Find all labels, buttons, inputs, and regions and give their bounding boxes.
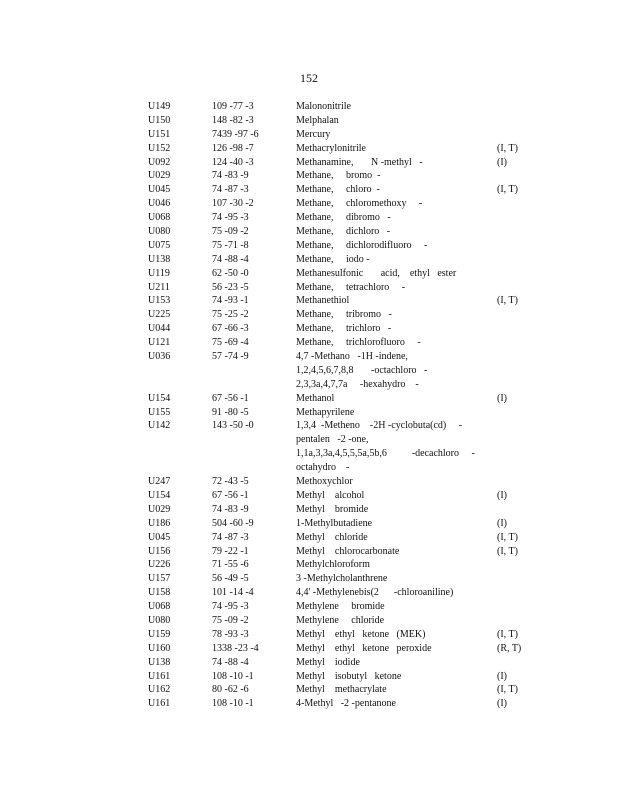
waste-code-table bbox=[0, 100, 618, 711]
chemical-name: Methylene chloride bbox=[296, 614, 385, 626]
table-row bbox=[0, 461, 618, 475]
waste-code: U158 bbox=[148, 587, 171, 599]
chemical-name: Methylene bromide bbox=[296, 601, 385, 613]
cas-number: 74 -83 -9 bbox=[212, 503, 249, 515]
waste-code: U080 bbox=[148, 614, 171, 626]
cas-number: 57 -74 -9 bbox=[212, 351, 249, 363]
chemical-name: Methyl chlorocarbonate bbox=[296, 545, 400, 557]
table-row bbox=[0, 531, 618, 545]
table-row bbox=[0, 628, 618, 642]
cas-number: 91 -80 -5 bbox=[212, 406, 249, 418]
chemical-name: Methoxychlor bbox=[296, 476, 353, 488]
table-row bbox=[0, 211, 618, 225]
hazard-code: (I) bbox=[497, 156, 507, 168]
cas-number: 75 -69 -4 bbox=[212, 337, 249, 349]
waste-code: U226 bbox=[148, 559, 171, 571]
cas-number: 75 -71 -8 bbox=[212, 239, 249, 251]
waste-code: U075 bbox=[148, 239, 171, 251]
cas-number: 75 -25 -2 bbox=[212, 309, 249, 321]
chemical-name: octahydro - bbox=[296, 462, 350, 474]
table-row bbox=[0, 656, 618, 670]
waste-code: U029 bbox=[148, 170, 171, 182]
table-row bbox=[0, 447, 618, 461]
table-row bbox=[0, 225, 618, 239]
cas-number: 80 -62 -6 bbox=[212, 684, 249, 696]
table-row bbox=[0, 100, 618, 114]
waste-code: U045 bbox=[148, 184, 171, 196]
waste-code: U152 bbox=[148, 142, 171, 154]
table-row bbox=[0, 308, 618, 322]
chemical-name: Methane, dibromo - bbox=[296, 212, 391, 224]
chemical-name: Malononitrile bbox=[296, 101, 351, 112]
cas-number: 67 -56 -1 bbox=[212, 392, 249, 404]
cas-number: 74 -87 -3 bbox=[212, 531, 249, 543]
table-row bbox=[0, 670, 618, 684]
waste-code: U029 bbox=[148, 503, 171, 515]
chemical-name: 1-Methylbutadiene bbox=[296, 517, 373, 529]
table-row bbox=[0, 253, 618, 267]
chemical-name: Melphalan bbox=[296, 114, 339, 126]
table-row bbox=[0, 475, 618, 489]
waste-code: U161 bbox=[148, 670, 171, 682]
cas-number: 108 -10 -1 bbox=[212, 670, 254, 682]
cas-number: 107 -30 -2 bbox=[212, 198, 254, 210]
cas-number: 101 -14 -4 bbox=[212, 587, 254, 599]
table-row bbox=[0, 281, 618, 295]
chemical-name: 3 -Methylcholanthrene bbox=[296, 573, 388, 585]
table-row bbox=[0, 489, 618, 503]
waste-code: U142 bbox=[148, 420, 171, 432]
hazard-code: (I, T) bbox=[497, 184, 518, 196]
table-row bbox=[0, 545, 618, 559]
chemical-name: Methacrylonitrile bbox=[296, 142, 366, 154]
waste-code: U092 bbox=[148, 156, 171, 168]
chemical-name: Methylchloroform bbox=[296, 559, 370, 571]
waste-code: U154 bbox=[148, 392, 171, 404]
cas-number: 79 -22 -1 bbox=[212, 545, 249, 557]
cas-number: 148 -82 -3 bbox=[212, 114, 254, 126]
chemical-name: Methane, trichlorofluoro - bbox=[296, 337, 421, 349]
cas-number: 72 -43 -5 bbox=[212, 476, 249, 488]
chemical-name: 1,2,4,5,6,7,8,8 -octachloro - bbox=[296, 364, 428, 376]
cas-number: 74 -83 -9 bbox=[212, 170, 249, 182]
cas-number: 67 -56 -1 bbox=[212, 489, 249, 501]
chemical-name: Methane, chloro - bbox=[296, 184, 380, 196]
waste-code: U068 bbox=[148, 212, 171, 224]
cas-number: 109 -77 -3 bbox=[212, 101, 254, 112]
chemical-name: Methane, dichlorodifluoro - bbox=[296, 239, 428, 251]
chemical-name: Methyl ethyl ketone (MEK) bbox=[296, 628, 426, 640]
waste-code: U160 bbox=[148, 642, 171, 654]
waste-code: U046 bbox=[148, 198, 171, 210]
cas-number: 74 -88 -4 bbox=[212, 656, 249, 668]
chemical-name: Methane, chloromethoxy - bbox=[296, 198, 423, 210]
table-row bbox=[0, 114, 618, 128]
chemical-name: Methyl iodide bbox=[296, 656, 360, 668]
cas-number: 74 -93 -1 bbox=[212, 295, 249, 307]
table-row bbox=[0, 586, 618, 600]
table-row bbox=[0, 517, 618, 531]
chemical-name: 1,3,4 -Metheno -2H -cyclobuta(cd) - bbox=[296, 420, 463, 432]
table-row bbox=[0, 142, 618, 156]
cas-number: 62 -50 -0 bbox=[212, 267, 249, 279]
cas-number: 67 -66 -3 bbox=[212, 323, 249, 335]
waste-code: U150 bbox=[148, 114, 171, 126]
chemical-name: Methane, dichloro - bbox=[296, 226, 391, 238]
chemical-name: Methyl bromide bbox=[296, 503, 369, 515]
table-row bbox=[0, 364, 618, 378]
waste-code: U159 bbox=[148, 628, 171, 640]
hazard-code: (I, T) bbox=[497, 545, 518, 557]
hazard-code: (I, T) bbox=[497, 628, 518, 640]
table-row bbox=[0, 183, 618, 197]
cas-number: 78 -93 -3 bbox=[212, 628, 249, 640]
chemical-name: Methyl isobutyl ketone bbox=[296, 670, 402, 682]
table-row bbox=[0, 572, 618, 586]
waste-code: U155 bbox=[148, 406, 171, 418]
table-row bbox=[0, 378, 618, 392]
waste-code: U138 bbox=[148, 656, 171, 668]
waste-code: U149 bbox=[148, 101, 171, 112]
cas-number: 143 -50 -0 bbox=[212, 420, 254, 432]
cas-number: 124 -40 -3 bbox=[212, 156, 254, 168]
table-row bbox=[0, 294, 618, 308]
chemical-name: Methane, iodo - bbox=[296, 253, 370, 265]
table-row bbox=[0, 503, 618, 517]
table-row bbox=[0, 683, 618, 697]
cas-number: 56 -23 -5 bbox=[212, 281, 249, 293]
waste-code: U151 bbox=[148, 128, 171, 140]
chemical-name: pentalen -2 -one, bbox=[296, 434, 369, 446]
table-row bbox=[0, 406, 618, 420]
table-row bbox=[0, 169, 618, 183]
table-row bbox=[0, 239, 618, 253]
chemical-name: Methyl ethyl ketone peroxide bbox=[296, 642, 432, 654]
table-row bbox=[0, 350, 618, 364]
table-row bbox=[0, 433, 618, 447]
waste-code: U153 bbox=[148, 295, 171, 307]
cas-number: 504 -60 -9 bbox=[212, 517, 254, 529]
table-row bbox=[0, 600, 618, 614]
cas-number: 71 -55 -6 bbox=[212, 559, 249, 571]
chemical-name: Methane, trichloro - bbox=[296, 323, 392, 335]
table-row bbox=[0, 614, 618, 628]
chemical-name: Methanamine, N -methyl - bbox=[296, 156, 423, 168]
waste-code: U161 bbox=[148, 698, 171, 710]
waste-code: U068 bbox=[148, 601, 171, 613]
waste-code: U044 bbox=[148, 323, 171, 335]
page-number: 152 bbox=[300, 71, 318, 85]
waste-code: U186 bbox=[148, 517, 171, 529]
waste-code: U154 bbox=[148, 489, 171, 501]
chemical-name: Methapyrilene bbox=[296, 406, 355, 418]
cas-number: 75 -09 -2 bbox=[212, 226, 249, 238]
waste-code: U080 bbox=[148, 226, 171, 238]
waste-code: U211 bbox=[148, 281, 170, 293]
table-row bbox=[0, 392, 618, 406]
table-row bbox=[0, 558, 618, 572]
cas-number: 1338 -23 -4 bbox=[212, 642, 259, 654]
hazard-code: (I) bbox=[497, 670, 507, 682]
chemical-name: Methyl methacrylate bbox=[296, 684, 387, 696]
waste-code: U156 bbox=[148, 545, 171, 557]
waste-code: U121 bbox=[148, 337, 171, 349]
chemical-name: Methyl alcohol bbox=[296, 489, 365, 501]
table-row bbox=[0, 156, 618, 170]
hazard-code: (I, T) bbox=[497, 531, 518, 543]
waste-code: U247 bbox=[148, 476, 171, 488]
cas-number: 75 -09 -2 bbox=[212, 614, 249, 626]
waste-code: U119 bbox=[148, 267, 170, 279]
cas-number: 108 -10 -1 bbox=[212, 698, 254, 710]
table-row bbox=[0, 267, 618, 281]
waste-code: U036 bbox=[148, 351, 171, 363]
cas-number: 126 -98 -7 bbox=[212, 142, 254, 154]
table-row bbox=[0, 419, 618, 433]
chemical-name: Methanesulfonic acid, ethyl ester bbox=[296, 267, 457, 279]
hazard-code: (I) bbox=[497, 392, 507, 404]
waste-code: U138 bbox=[148, 253, 171, 265]
chemical-name: 4-Methyl -2 -pentanone bbox=[296, 698, 396, 710]
chemical-name: Methane, tribromo - bbox=[296, 309, 392, 321]
cas-number: 74 -95 -3 bbox=[212, 212, 249, 224]
table-row bbox=[0, 642, 618, 656]
chemical-name: Methane, bromo - bbox=[296, 170, 381, 182]
table-row bbox=[0, 128, 618, 142]
table-row bbox=[0, 322, 618, 336]
chemical-name: 1,1a,3,3a,4,5,5,5a,5b,6 -decachloro - bbox=[296, 448, 475, 460]
table-row bbox=[0, 336, 618, 350]
chemical-name: Methyl chloride bbox=[296, 531, 368, 543]
table-row bbox=[0, 197, 618, 211]
hazard-code: (I) bbox=[497, 489, 507, 501]
cas-number: 7439 -97 -6 bbox=[212, 128, 259, 140]
chemical-name: Methane, tetrachloro - bbox=[296, 281, 406, 293]
hazard-code: (I, T) bbox=[497, 684, 518, 696]
cas-number: 74 -88 -4 bbox=[212, 253, 249, 265]
chemical-name: Mercury bbox=[296, 128, 331, 140]
table-row bbox=[0, 697, 618, 711]
chemical-name: 4,7 -Methano -1H -indene, bbox=[296, 351, 408, 363]
waste-code: U157 bbox=[148, 573, 171, 585]
chemical-name: 2,3,3a,4,7,7a -hexahydro - bbox=[296, 378, 419, 390]
hazard-code: (R, T) bbox=[497, 642, 522, 654]
chemical-name: 4,4' -Methylenebis(2 -chloroaniline) bbox=[296, 587, 454, 599]
hazard-code: (I, T) bbox=[497, 295, 518, 307]
waste-code: U045 bbox=[148, 531, 171, 543]
cas-number: 74 -95 -3 bbox=[212, 601, 249, 613]
cas-number: 56 -49 -5 bbox=[212, 573, 249, 585]
hazard-code: (I, T) bbox=[497, 142, 518, 154]
hazard-code: (I) bbox=[497, 698, 507, 710]
waste-code: U225 bbox=[148, 309, 171, 321]
hazard-code: (I) bbox=[497, 517, 507, 529]
waste-code: U162 bbox=[148, 684, 171, 696]
cas-number: 74 -87 -3 bbox=[212, 184, 249, 196]
chemical-name: Methanol bbox=[296, 392, 335, 404]
chemical-name: Methanethiol bbox=[296, 295, 350, 307]
